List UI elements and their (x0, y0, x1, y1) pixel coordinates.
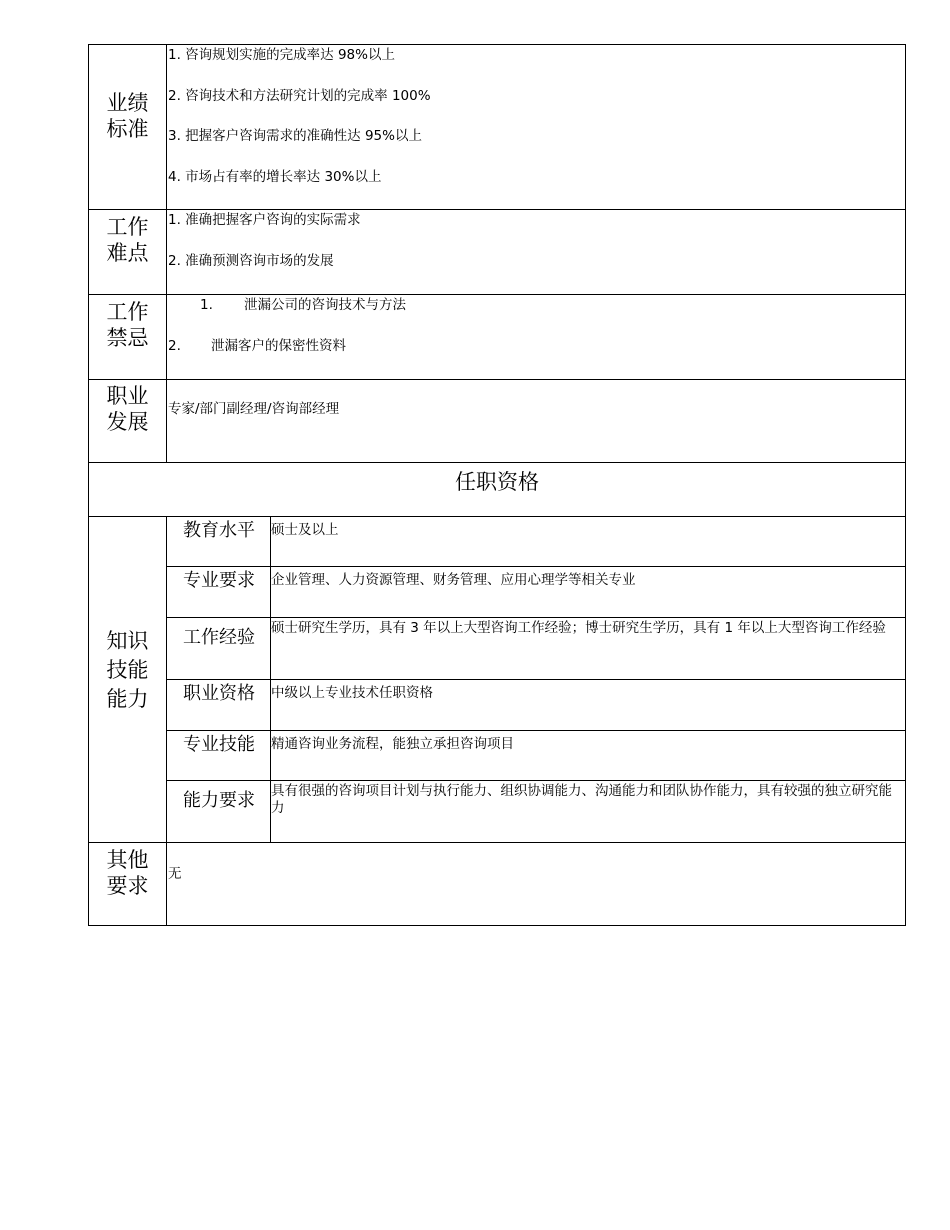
row-divider (88, 294, 906, 295)
experience-label: 工作经验 (183, 627, 255, 648)
major-label: 专业要求 (183, 570, 255, 591)
taboo-item: 泄漏公司的咨询技术与方法 (244, 297, 406, 313)
ability-label: 能力要求 (183, 790, 255, 811)
difficulties-label: 工作 难点 (106, 215, 149, 265)
career-path: 专家/部门副经理/咨询部经理 (168, 401, 340, 417)
taboo-number: 2. (168, 338, 181, 354)
row-divider (88, 462, 906, 463)
difficulty-item: 1. 准确把握客户咨询的实际需求 (168, 212, 361, 228)
career-label: 职业 发展 (106, 384, 149, 434)
row-divider (167, 730, 906, 731)
experience-value: 硕士研究生学历，具有 3 年以上大型咨询工作经验；博士研究生学历，具有 1 年以上大型咨询工作经验 (271, 620, 886, 636)
performance-item: 1. 咨询规划实施的完成率达 98%以上 (168, 47, 395, 63)
difficulty-item: 2. 准确预测咨询市场的发展 (168, 253, 334, 269)
qualifications-group-label: 知识 技能 能力 (106, 629, 149, 711)
skills-value: 精通咨询业务流程，能独立承担咨询项目 (271, 736, 514, 752)
taboos-label: 工作 禁忌 (106, 300, 149, 350)
row-divider (88, 516, 906, 517)
certification-label: 职业资格 (183, 683, 255, 704)
performance-item: 2. 咨询技术和方法研究计划的完成率 100% (168, 88, 431, 104)
row-divider (88, 842, 906, 843)
education-value: 硕士及以上 (271, 522, 339, 538)
row-divider (88, 379, 906, 380)
performance-item: 3. 把握客户咨询需求的准确性达 95%以上 (168, 128, 422, 144)
major-value: 企业管理、人力资源管理、财务管理、应用心理学等相关专业 (271, 572, 636, 588)
taboo-number: 1. (200, 297, 213, 313)
ability-value: 具有很强的咨询项目计划与执行能力、组织协调能力、沟通能力和团队协作能力，具有较强的独立研究能力 (271, 783, 892, 816)
certification-value: 中级以上专业技术任职资格 (271, 685, 433, 701)
row-divider (88, 209, 906, 210)
education-label: 教育水平 (183, 520, 255, 541)
row-divider (167, 780, 906, 781)
row-divider (167, 679, 906, 680)
skills-label: 专业技能 (183, 734, 255, 755)
other-value: 无 (168, 866, 182, 882)
row-divider (167, 566, 906, 567)
other-label: 其他 要求 (106, 848, 149, 898)
row-divider (167, 617, 906, 618)
performance-label: 业绩 标准 (106, 91, 149, 141)
qualifications-title: 任职资格 (455, 470, 539, 494)
performance-item: 4. 市场占有率的增长率达 30%以上 (168, 169, 382, 185)
taboo-item: 泄漏客户的保密性资料 (211, 338, 346, 354)
